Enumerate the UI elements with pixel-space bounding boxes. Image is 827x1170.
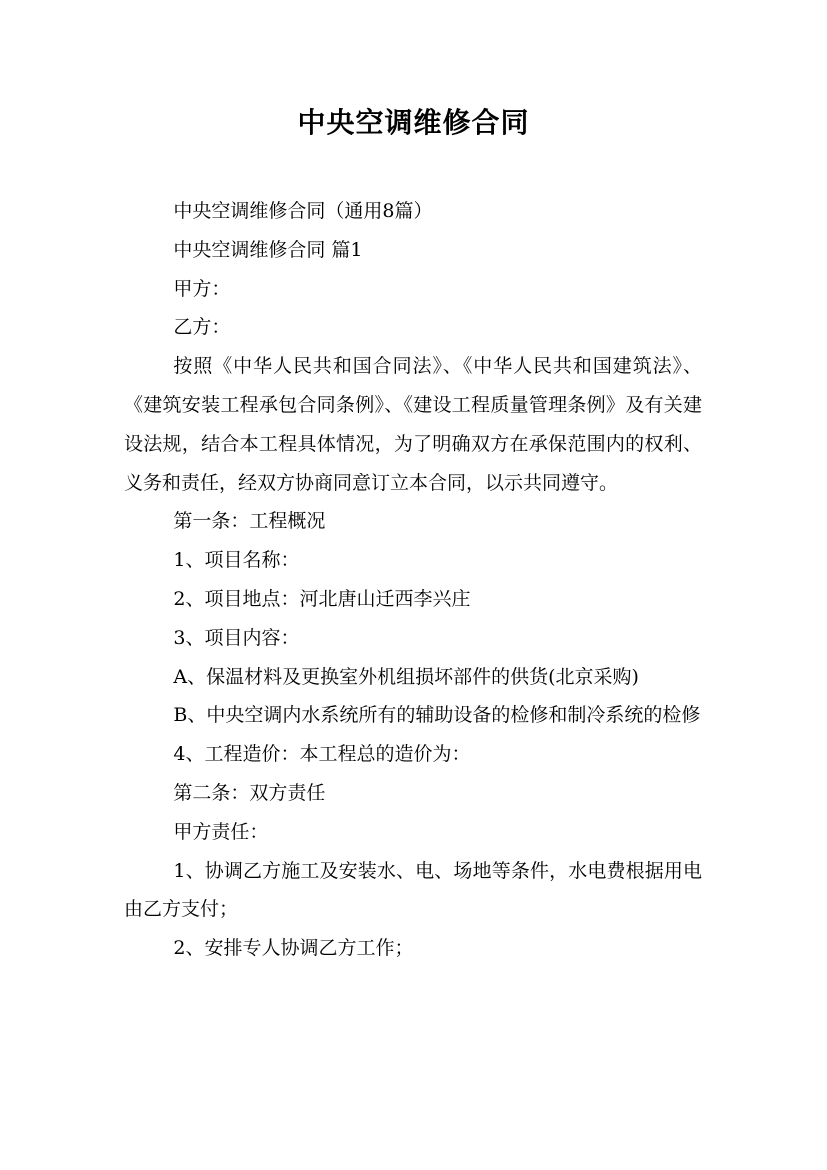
paragraph: 2、安排专人协调乙方工作； — [173, 937, 414, 960]
paragraph: 4、工程造价：本工程总的造价为： — [173, 743, 471, 766]
paragraph: 1、协调乙方施工及安装水、电、场地等条件，水电费根据用电由乙方支付； — [124, 859, 702, 921]
paragraph: 2、项目地点：河北唐山迁西李兴庄 — [173, 587, 471, 610]
document-title: 中央空调维修合同 — [297, 106, 530, 139]
paragraph: 第一条：工程概况 — [173, 510, 326, 533]
paragraph: A、保温材料及更换室外机组损坏部件的供货(北京采购) — [173, 665, 639, 688]
document-body — [124, 192, 702, 968]
paragraph: 中央空调维修合同（通用8篇） — [173, 200, 433, 222]
paragraph: 甲方： — [173, 277, 231, 300]
paragraph: 1、项目名称： — [173, 549, 300, 572]
paragraph: 按照《中华人民共和国合同法》、《中华人民共和国建筑法》、《建筑安装工程承包合同条例》、《建设工程质量管理条例》及有关建设法规，结合本工程具体情况，为了明确双方在承保范围内的权利、义务和责任，经双方协商同意订立本合同，以示共同遵守。 — [124, 355, 702, 494]
paragraph: 甲方责任： — [173, 820, 269, 843]
paragraph: 中央空调维修合同 篇1 — [173, 238, 363, 261]
paragraph: B、中央空调内水系统所有的辅助设备的检修和制冷系统的检修 — [173, 704, 701, 727]
paragraph: 3、项目内容： — [173, 626, 300, 649]
paragraph: 乙方： — [173, 316, 231, 339]
paragraph: 第二条：双方责任 — [173, 781, 326, 804]
